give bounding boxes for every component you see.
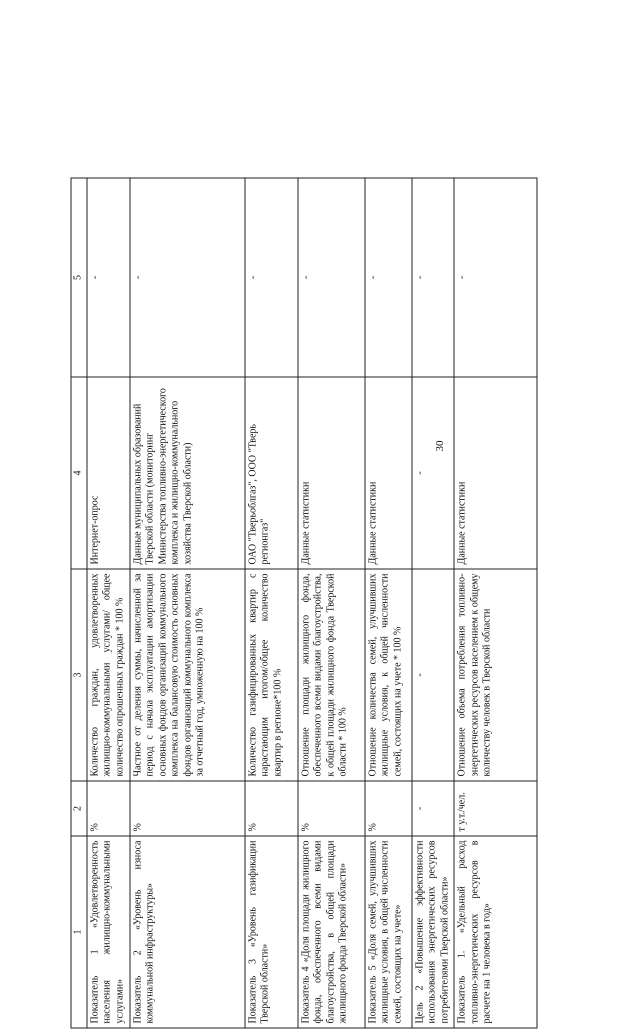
unit: % <box>130 781 245 836</box>
note: - <box>365 178 412 377</box>
header-col-1: 1 <box>71 836 87 1028</box>
data-source: Интернет-опрос <box>87 377 130 569</box>
note: - <box>454 178 537 377</box>
header-col-4: 4 <box>71 377 87 569</box>
unit: % <box>87 781 130 836</box>
table-row <box>412 178 455 1028</box>
note: - <box>245 178 298 377</box>
data-source: Данные статистики <box>454 377 537 569</box>
unit: - <box>412 781 455 836</box>
table-row <box>365 178 412 1028</box>
indicator-name: Показатель 4 «Доля площади жилищного фонда, обеспеченного всеми видами благоустройства, в общей площади жилищного фонда Тверской области» <box>298 836 365 1028</box>
table-row <box>245 178 298 1028</box>
calculation-method: Количество газифицированных квартир с нарастающим итогом/общее количество квартир в регионе*100 % <box>245 569 298 781</box>
note: - <box>298 178 365 377</box>
table-row <box>87 178 130 1028</box>
indicator-name: Показатель 1. «Удельный расход топливно-энергетических ресурсов в расчете на 1 человека в год» <box>454 836 537 1028</box>
indicator-name: Показатель 3 «Уровень газификации Тверской области» <box>245 836 298 1028</box>
page-number: 30 <box>434 440 446 452</box>
data-source: ОАО "Тверьоблгаз", ООО "Тверь регионгаз" <box>245 377 298 569</box>
header-row <box>71 178 87 1028</box>
calculation-method: Количество граждан, удовлетворенных жилищно-коммунальными услугами/ общее количество опрошенных граждан * 100 % <box>87 569 130 781</box>
calculation-method: Отношение объема потребления топливно-энергетических ресурсов населением к общему количеству человек в Тверской области <box>454 569 537 781</box>
header-col-3: 3 <box>71 569 87 781</box>
data-source: Данные статистики <box>365 377 412 569</box>
unit: % <box>365 781 412 836</box>
calculation-method: Отношение количества семей, улучшивших жилищные условия, к общей численности семей, состоящих на учете * 100 % <box>365 569 412 781</box>
header-col-2: 2 <box>71 781 87 836</box>
rotated-table-container <box>71 179 638 1029</box>
calculation-method: Отношение площади жилищного фонда, обеспеченного всеми видами благоустройства, к общей площади жилищного фонда Тверской области * 100 % <box>298 569 365 781</box>
data-source: - <box>412 377 455 569</box>
goal-name: Цель 2 «Повышение эффективности использования энергетических ресурсов потребителями Тверской области» <box>412 836 455 1028</box>
table-row <box>298 178 365 1028</box>
table-row <box>454 178 537 1028</box>
unit: т у.т./чел. <box>454 781 537 836</box>
unit: % <box>298 781 365 836</box>
calculation-method: - <box>412 569 455 781</box>
data-source: Данные муниципальных образований Тверской области (мониторинг Министерства топливно-энергетического комплекса и жилищно-коммунального хозяйства Тверской области) <box>130 377 245 569</box>
indicator-name: Показатель 2 «Уровень износа коммунальной инфраструктуры» <box>130 836 245 1028</box>
calculation-method: Частное от деления суммы, начисленной за период с начала эксплуатации амортизации основных фондов организаций коммунального комплекса на балансовую стоимость основных фондов организаций коммунального комплекса за отчетный год, умноженную на 100 % <box>130 569 245 781</box>
indicator-name: Показатель 5 «Доля семей, улучшивших жилищные условия, в общей численности семей, состоящих на учете» <box>365 836 412 1028</box>
header-col-5: 5 <box>71 178 87 377</box>
indicator-name: Показатель 1 «Удовлетворенность населения жилищно-коммунальными услугами» <box>87 836 130 1028</box>
note: - <box>130 178 245 377</box>
note: - <box>87 178 130 377</box>
table-row <box>130 178 245 1028</box>
indicators-table <box>71 178 538 1029</box>
unit: % <box>245 781 298 836</box>
note: - <box>412 178 455 377</box>
data-source: Данные статистики <box>298 377 365 569</box>
